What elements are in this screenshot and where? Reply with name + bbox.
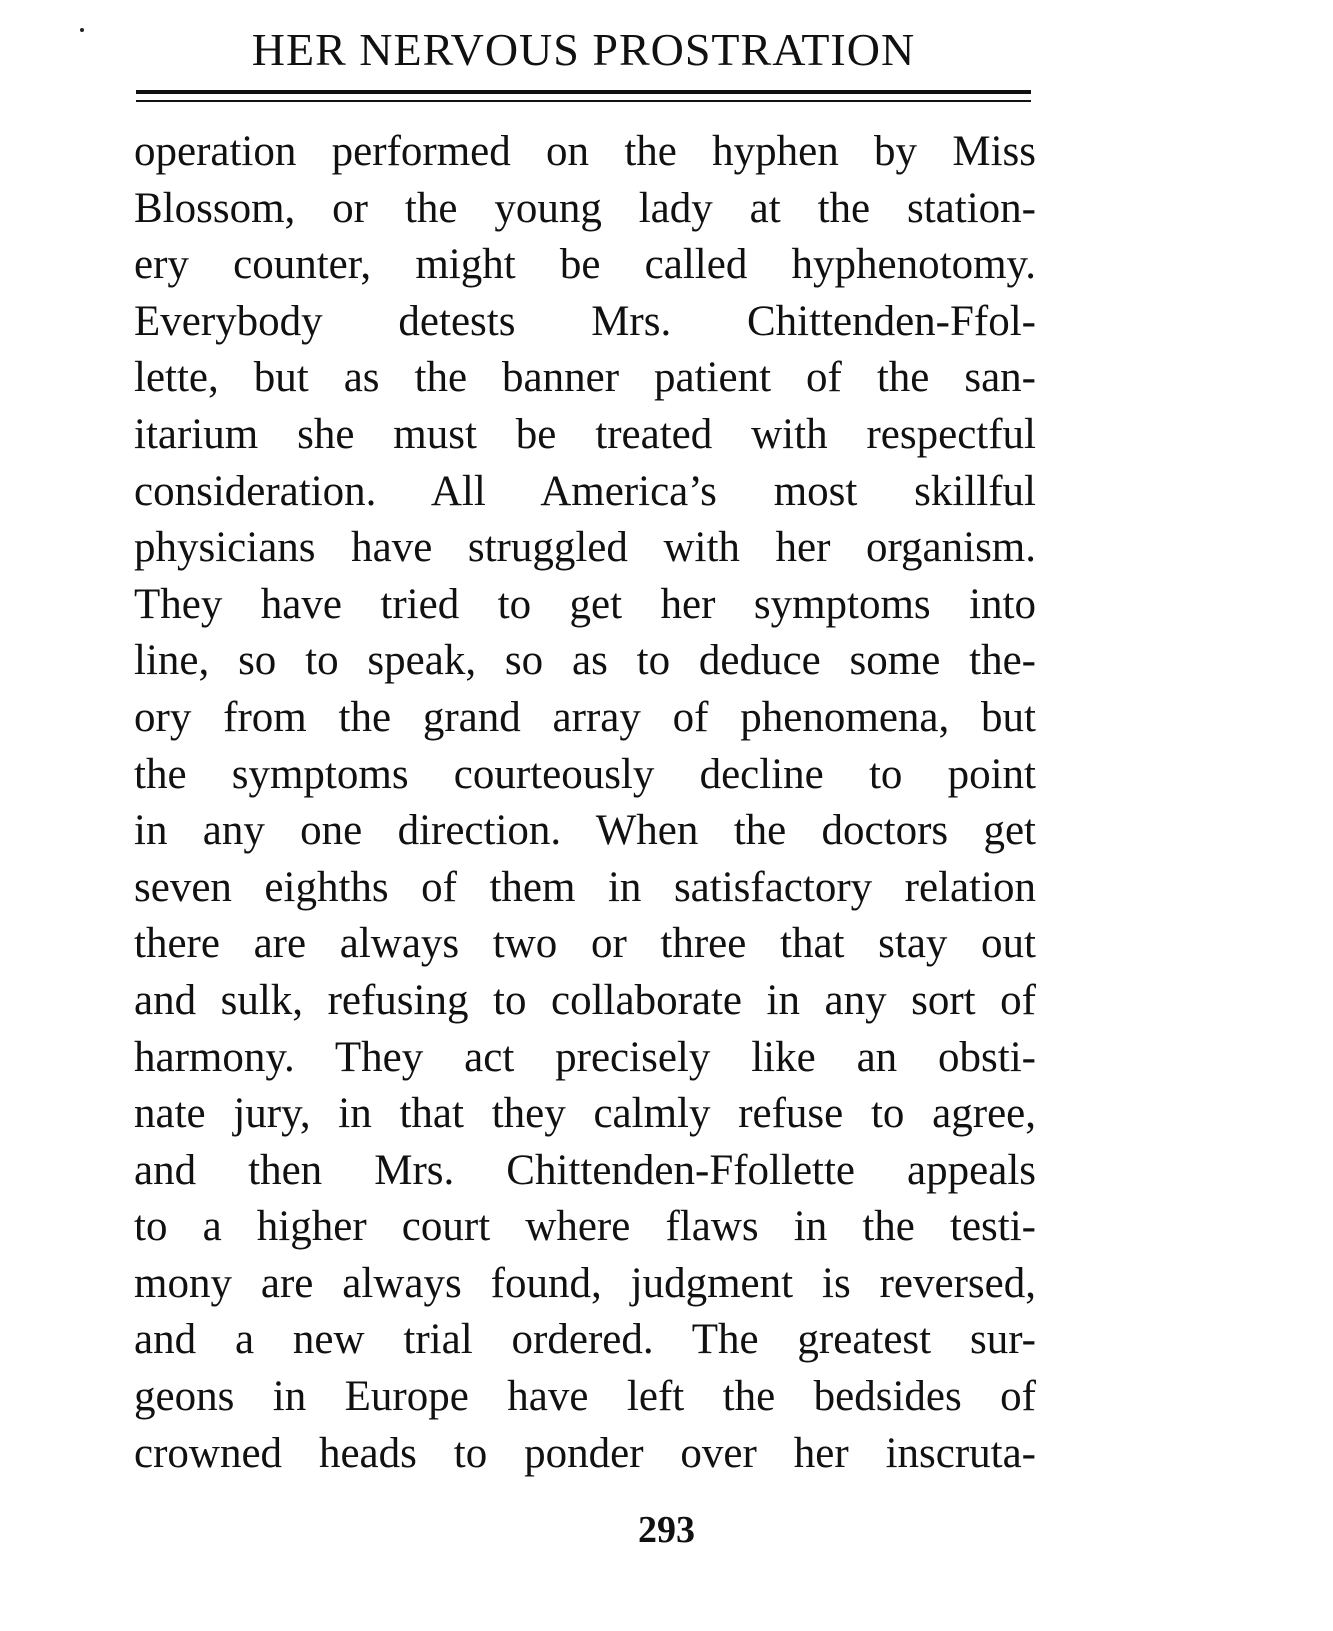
text-line: line, so to speak, so as to deduce some the- [134, 637, 1036, 685]
header-rule-thin [136, 100, 1031, 102]
text-line: nate jury, in that they calmly refuse to agree, [134, 1090, 1036, 1138]
page-number: 293 [638, 1509, 695, 1551]
text-line: ory from the grand array of phenomena, but [134, 693, 1036, 741]
text-line: the symptoms courteously decline to point [134, 750, 1036, 798]
text-line: Blossom, or the young lady at the station- [134, 184, 1036, 232]
text-line: itarium she must be treated with respectful [134, 410, 1036, 458]
running-head-title: HER NERVOUS PROSTRATION [251, 24, 916, 75]
text-line: crowned heads to ponder over her inscruta- [134, 1429, 1036, 1477]
body-paragraph [134, 124, 1036, 1482]
text-line: to a higher court where flaws in the testi- [134, 1203, 1036, 1251]
text-line: and a new trial ordered. The greatest sur- [134, 1316, 1036, 1364]
text-line: seven eighths of them in satisfactory relation [134, 863, 1036, 911]
header-rule-thick [136, 90, 1031, 94]
text-line: operation performed on the hyphen by Miss [134, 128, 1036, 175]
text-line: Everybody detests Mrs. Chittenden-Ffol- [134, 297, 1036, 345]
text-line: mony are always found, judgment is reversed, [134, 1259, 1036, 1307]
text-line: lette, but as the banner patient of the san- [134, 354, 1036, 402]
text-line: consideration. All America’s most skillful [134, 467, 1036, 515]
text-line: They have tried to get her symptoms into [134, 580, 1036, 628]
text-line: there are always two or three that stay out [134, 920, 1036, 968]
text-line: and then Mrs. Chittenden-Ffollette appeals [134, 1146, 1036, 1194]
text-line: geons in Europe have left the bedsides of [134, 1373, 1036, 1421]
text-line: harmony. They act precisely like an obsti- [134, 1033, 1036, 1081]
text-line: physicians have struggled with her organism. [134, 524, 1036, 572]
print-speck [80, 28, 84, 32]
text-line: and sulk, refusing to collaborate in any sort of [134, 976, 1036, 1024]
text-line: in any one direction. When the doctors get [134, 807, 1036, 855]
text-line: ery counter, might be called hyphenotomy. [134, 241, 1036, 289]
